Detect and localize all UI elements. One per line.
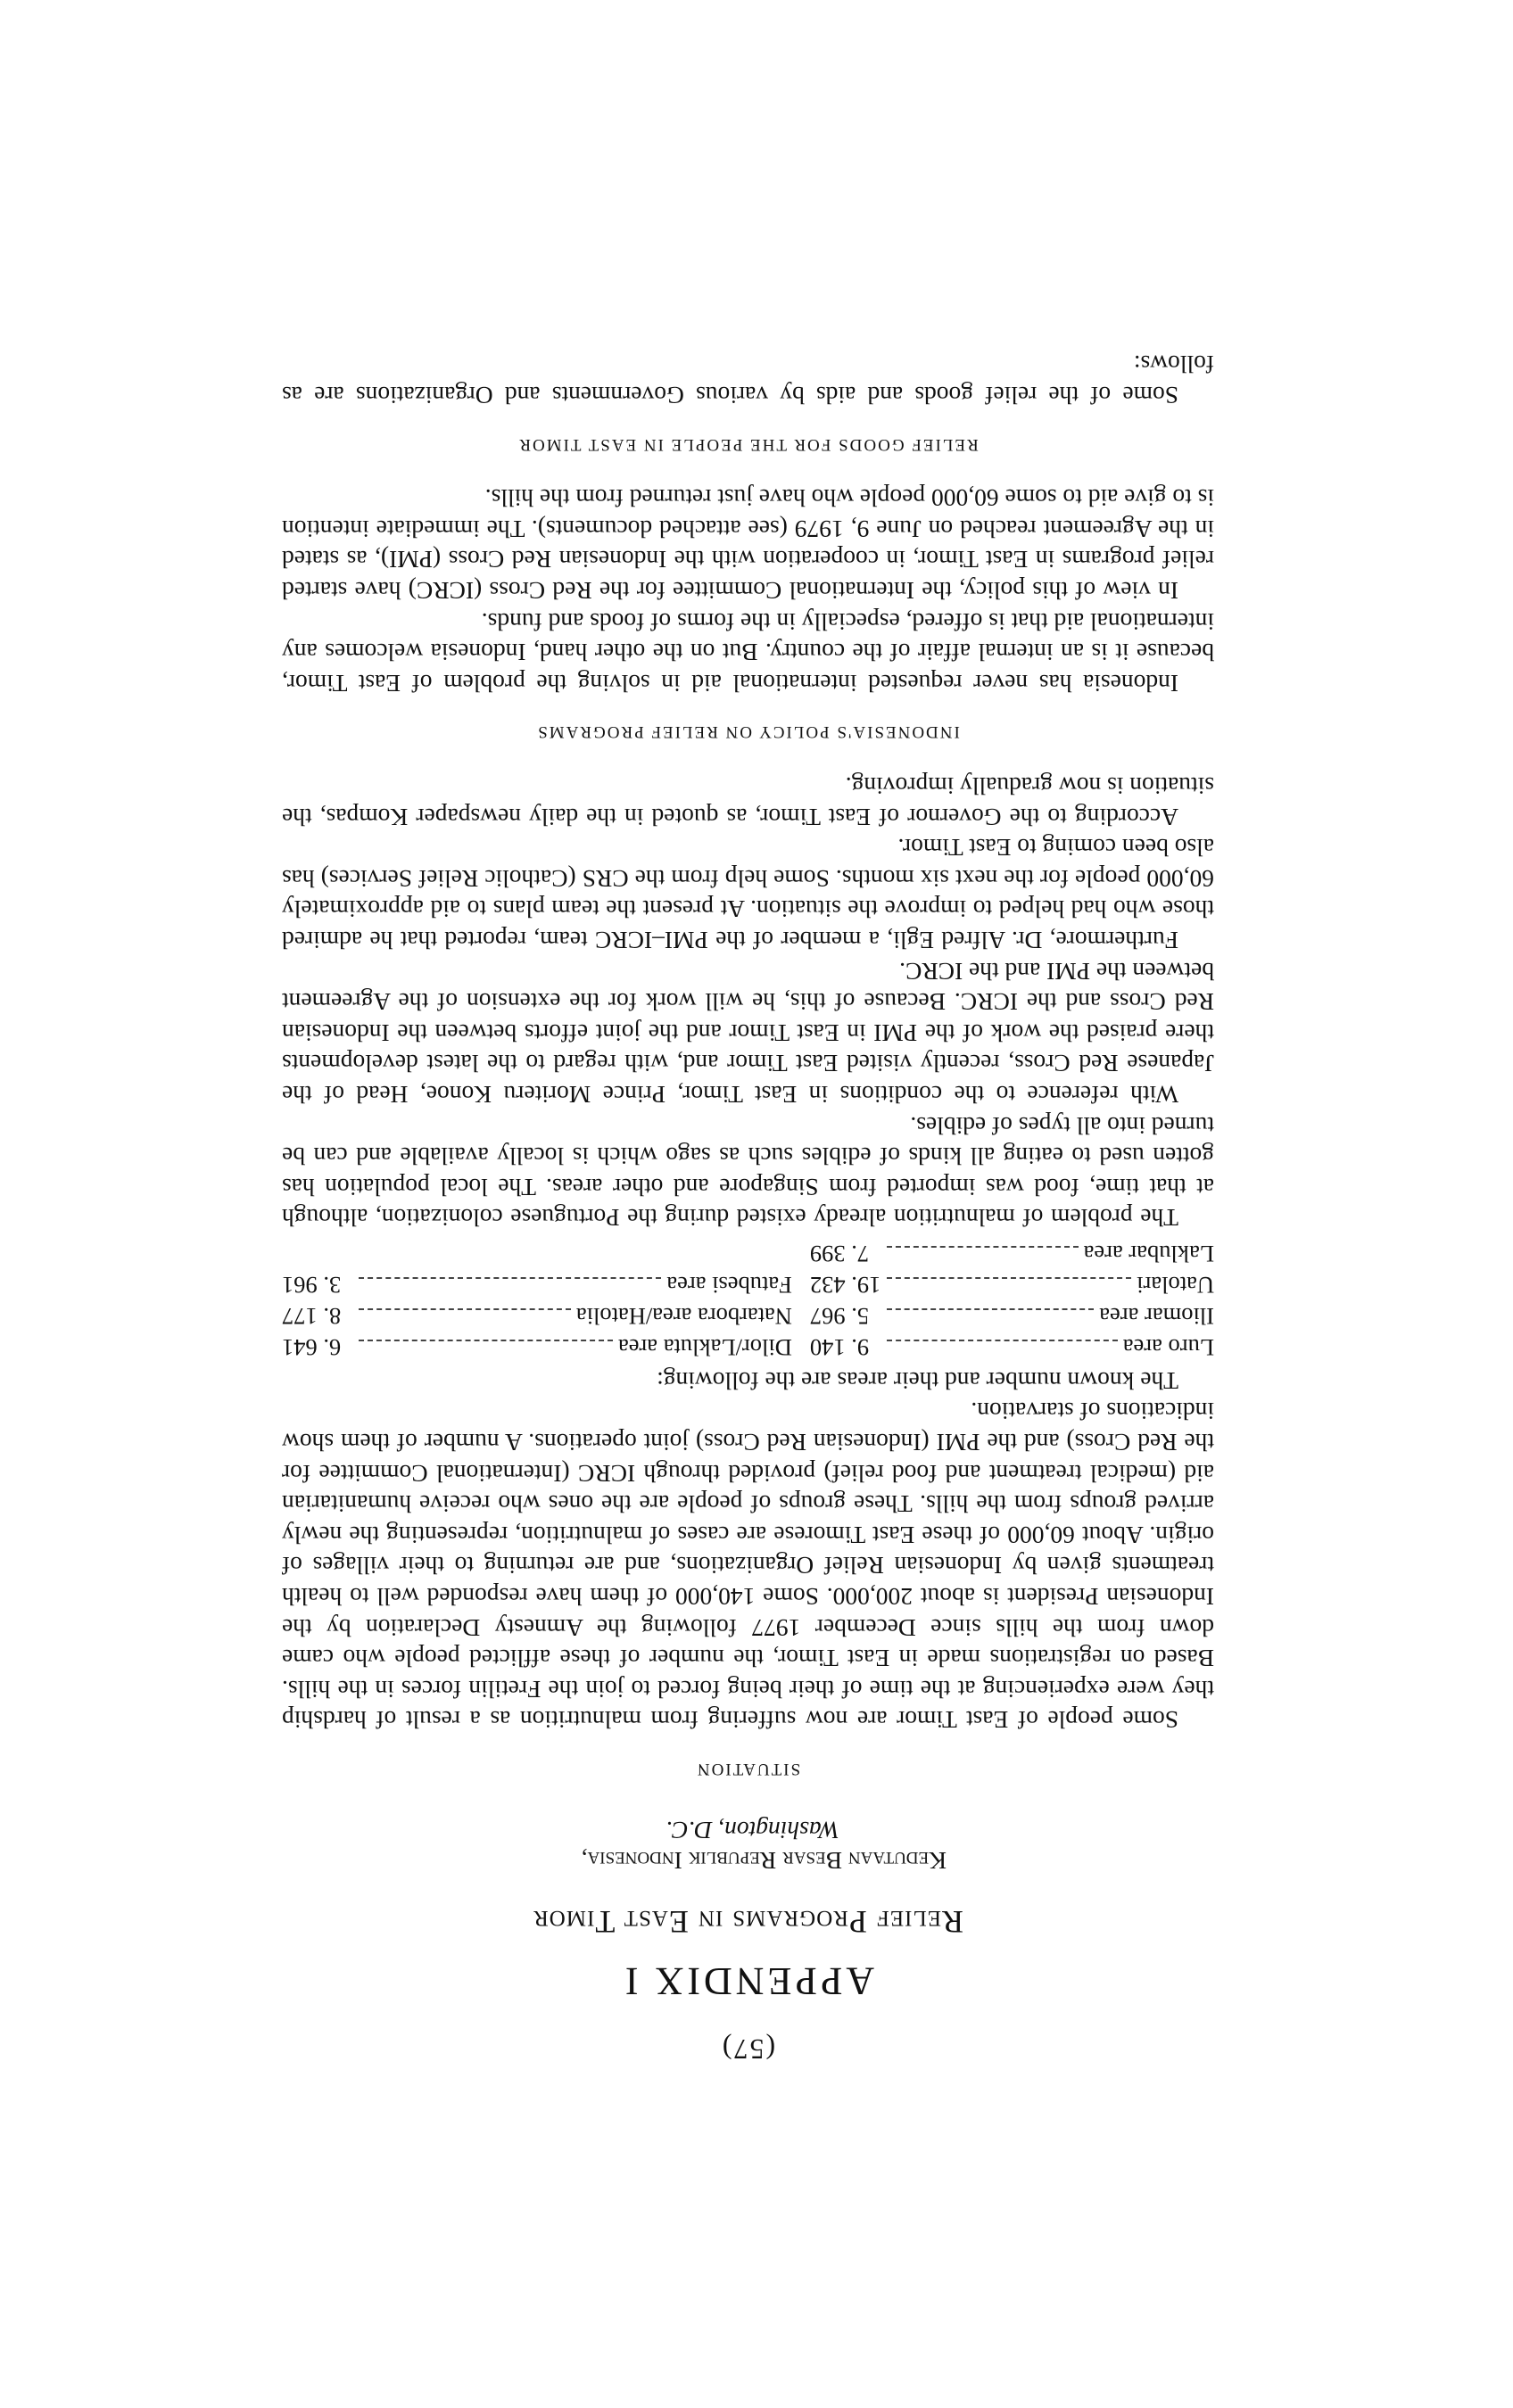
area-count: 6. 641 (282, 1333, 342, 1361)
dotted-leader (887, 1277, 1131, 1279)
signature-line-2: Washington, D.C. (666, 1816, 839, 1844)
area-name: Laklubar area (1083, 1240, 1214, 1267)
area-name: Dilor/Lakluta area (617, 1333, 792, 1361)
area-name: Fatubesi area (666, 1271, 792, 1299)
situation-paragraph-2: The known number and their areas are the following: (657, 1366, 1178, 1395)
area-name: Natarbora area/Hatolia (575, 1302, 792, 1330)
situation-paragraph-3: The problem of malnutrition already existed during the Portuguese colonization, although at that time, food was imported from Singapore and other areas. The local population has gotten used to eating all kinds of edibles such as sago which is locally available and can be turned into all types of edibles. (282, 1111, 1214, 1233)
relief-goods-paragraph-1: Some of the relief goods and aids by various Governments and Organizations are as follows: (282, 350, 1214, 410)
area-count: 19. 432 (809, 1271, 881, 1299)
policy-heading: INDONESIA'S POLICY ON RELIEF PROGRAMS (536, 722, 960, 742)
document-subtitle: Relief Programs in East Timor (533, 1903, 963, 1940)
area-name: Luro area (1122, 1333, 1214, 1361)
relief-goods-heading: RELIEF GOODS FOR THE PEOPLE IN EAST TIMOR (517, 434, 979, 454)
situation-heading: SITUATION (695, 1760, 801, 1779)
dotted-leader (887, 1340, 1118, 1341)
area-row (282, 1332, 1214, 1363)
area-count: 3. 961 (282, 1271, 342, 1299)
situation-paragraph-4: With reference to the conditions in East Timor, Prince Moriteru Konoe, Head of the Japanese Red Cross, recently visited East Timor and, with regard to the latest developments there praised the work of the PMI in East Timor and the joint efforts between the Indonesian Red Cross and the ICRC. Because of this, he will work for the extension of the Agreement between the PMI and the ICRC. (282, 957, 1214, 1109)
policy-paragraph-2: In view of this policy, the International Committee for the Red Cross (ICRC) have started relief programs in East Timor, in cooperation with the Indonesian Red Cross (PMI), as stated in the Agreement reached on June 9, 1979 (see attached documents). The immediate intention is to give aid to some 60,000 people who have just returned from the hills. (282, 484, 1214, 606)
area-name: Uatolari (1137, 1271, 1214, 1299)
appendix-title: APPENDIX I (621, 1959, 875, 2004)
area-row (282, 1238, 1214, 1269)
dotted-leader (887, 1246, 1079, 1248)
areas-table (282, 1238, 1214, 1363)
dotted-leader (359, 1308, 571, 1310)
area-count: 8. 177 (282, 1302, 342, 1330)
text-block (282, 349, 1214, 2065)
area-row (282, 1300, 1214, 1332)
area-count: 9. 140 (809, 1333, 870, 1361)
situation-paragraph-1: Some people of East Timor are now suffering from malnutrition as a result of hardship they were experiencing at the time of their being forced to join the Fretilin forces in the hills. Based on registrations made in East Timor, the number of these afflicted people who came down from the hills since December 1977 following the Amnesty Declaration by the Indonesian President is about 200,000. Some 140,000 of them have responded well to health treatments given by Indonesian Relief Organizations, and are returning to their villages of origin. About 60,000 of these East Timorese are cases of malnutrition, representing the newly arrived groups from the hills. These groups of people are the ones who receive humanitarian aid (medical treatment and food relief) provided through ICRC (International Committee for the Red Cross) and the PMI (Indonesian Red Cross) joint operations. A number of them show indications of starvation. (282, 1398, 1214, 1735)
area-name: Iliomar area (1099, 1302, 1214, 1330)
dotted-leader (359, 1340, 613, 1341)
situation-paragraph-5: Furthermore, Dr. Alfred Egli, a member of the PMI–ICRC team, reported that he admired those who had helped to improve the situation. At present the team plans to aid approximately 60,000 people for the next six months. Some help from the CRS (Catholic Relief Services) has also been coming to East Timor. (282, 834, 1214, 954)
area-row (282, 1269, 1214, 1300)
dotted-leader (887, 1308, 1094, 1310)
situation-paragraph-6: According to the Governor of East Timor, as quoted in the daily newspaper Kompas, the situation is now gradually improving. (282, 772, 1214, 831)
dotted-leader (359, 1277, 662, 1279)
policy-paragraph-1: Indonesia has never requested international aid in solving the problem of East Timor, because it is an internal affair of the country. But on the other hand, Indonesia welcomes any international aid that is offered, especially in the forms of foods and funds. (282, 607, 1214, 697)
signature-line-1: Kedutaan Besar Republik Indonesia, (581, 1847, 947, 1876)
area-count: 5. 967 (809, 1302, 870, 1330)
area-count: 7. 399 (809, 1240, 870, 1267)
page-number: (57) (720, 2033, 776, 2066)
